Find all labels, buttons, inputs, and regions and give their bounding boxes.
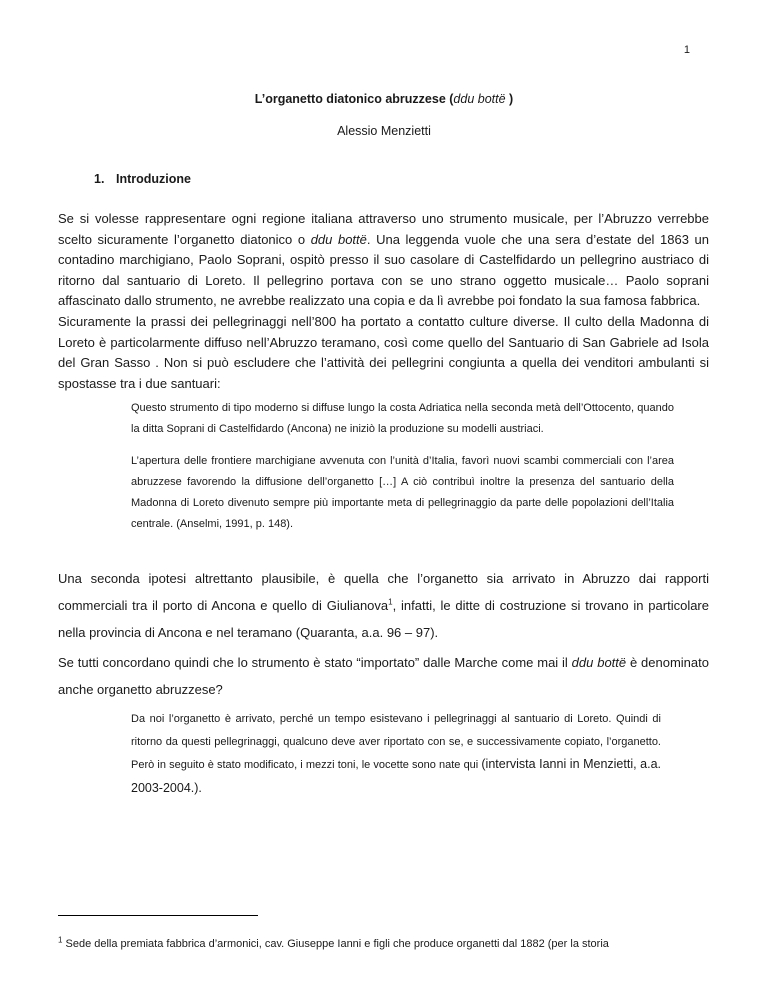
section-heading: [94, 172, 191, 186]
footnote: [58, 935, 718, 950]
quote2-citation: (intervista Ianni in Menzietti, a.a. 2003-2004.).: [131, 757, 661, 795]
quote2-paragraph: [131, 708, 661, 800]
third-paragraph: [58, 565, 709, 646]
quote1-paragraph-1: Questo strumento di tipo moderno si diffuse lungo la costa Adriatica nella seconda metà dell’Ottocento, quando la ditta Soprani di Castelfidardo (Ancona) ne iniziò la produzione su modelli austriaci.: [131, 402, 674, 435]
title-italic: ddu bottë: [453, 92, 506, 106]
intro-text-2: . Una leggenda vuole che una sera d’estate del 1863 un contadino marchigiano, Paolo Soprani, ospitò presso il suo casolare di Castelfidardo un pellegrino austriaco di ritorno dal santuario di Loreto. Il pellegrino portava con se uno strano oggetto musicale… Paolo soprani affascinato dallo strumento, ne avrebbe realizzato una copia e da lì avrebbe poi fondato la sua famosa fabbrica.: [58, 231, 709, 309]
intro-block: [58, 209, 709, 394]
second-paragraph: Sicuramente la prassi dei pellegrinaggi nell’800 ha portato a contatto culture diverse. Il culto della Madonna di Loreto è particolarmente diffuso nell’Abruzzo teramano, così come quello del Santuario di San Gabriele ad Isola del Gran Sasso . Non si può escludere che l’attività dei pellegrini congiunta a quella dei venditori ambulanti si spostasse tra i due santuari:: [58, 313, 709, 391]
section-title: Introduzione: [116, 172, 191, 186]
block-quote-1: [131, 398, 674, 535]
footnote-reference[interactable]: 1: [388, 597, 393, 607]
author-name: Alessio Menzietti: [337, 124, 431, 138]
block-quote-2: [131, 708, 661, 800]
intro-text-1: Se si volesse rappresentare ogni regione italiana attraverso uno strumento musicale, per l’Abruzzo verrebbe scelto sicuramente l’organetto diatonico o: [58, 211, 709, 247]
page-number: 1: [683, 44, 690, 56]
footnote-number: 1: [58, 935, 63, 945]
footnote-text: Sede della premiata fabbrica d’armonici, cav. Giuseppe Ianni e figli che produce organetti dal 1882 (per la storia: [62, 938, 609, 950]
title-close: ): [505, 92, 514, 106]
intro-italic: ddu bottë: [310, 231, 367, 247]
third-text-2: , infatti, le ditte di costruzione si trovano in particolare nella provincia di Ancona e nel teramano (Quaranta, a.a. 96 – 97).: [58, 598, 709, 640]
quote2-text: Da noi l’organetto è arrivato, perché un tempo esistevano i pellegrinaggi al santuario di Loreto. Quindi di ritorno da questi pellegrinaggi, qualcuno deve aver riportato con se, e successivamente copiato, l’organetto. Però in seguito è stato modificato, i mezzi toni, le vocette sono nate qui: [131, 713, 661, 771]
document-title: [0, 92, 768, 106]
footnote-divider: [58, 915, 258, 916]
third-text-1: Una seconda ipotesi altrettanto plausibile, è quella che l’organetto sia arrivato in Abruzzo dai rapporti commerciali tra il porto di Ancona e quello di Giulianova: [58, 571, 709, 613]
fourth-text-1: Se tutti concordano quindi che lo strumento è stato “importato” dalle Marche come mai il: [58, 655, 572, 670]
fourth-paragraph: [58, 649, 709, 703]
section-number: 1.: [94, 172, 105, 186]
quote1-paragraph-2: L’apertura delle frontiere marchigiane avvenuta con l’unità d’Italia, favorì nuovi scambi commerciali con l’area abruzzese favorendo la diffusione dell’organetto […] A ciò contribuì inoltre la presenza del santuario della Madonna di Loreto divenuto sempre più importante meta di pellegrinaggio da parte delle popolazioni dell’Italia centrale. (Anselmi, 1991, p. 148).: [131, 455, 674, 530]
title-text: L’organetto diatonico abruzzese (: [254, 92, 454, 106]
fourth-paragraph-text: [58, 649, 709, 703]
fourth-text-2: è denominato anche organetto abruzzese?: [58, 655, 709, 697]
fourth-italic: ddu bottë: [571, 655, 627, 670]
third-paragraph-text: [58, 565, 709, 646]
intro-paragraph: [58, 209, 709, 312]
